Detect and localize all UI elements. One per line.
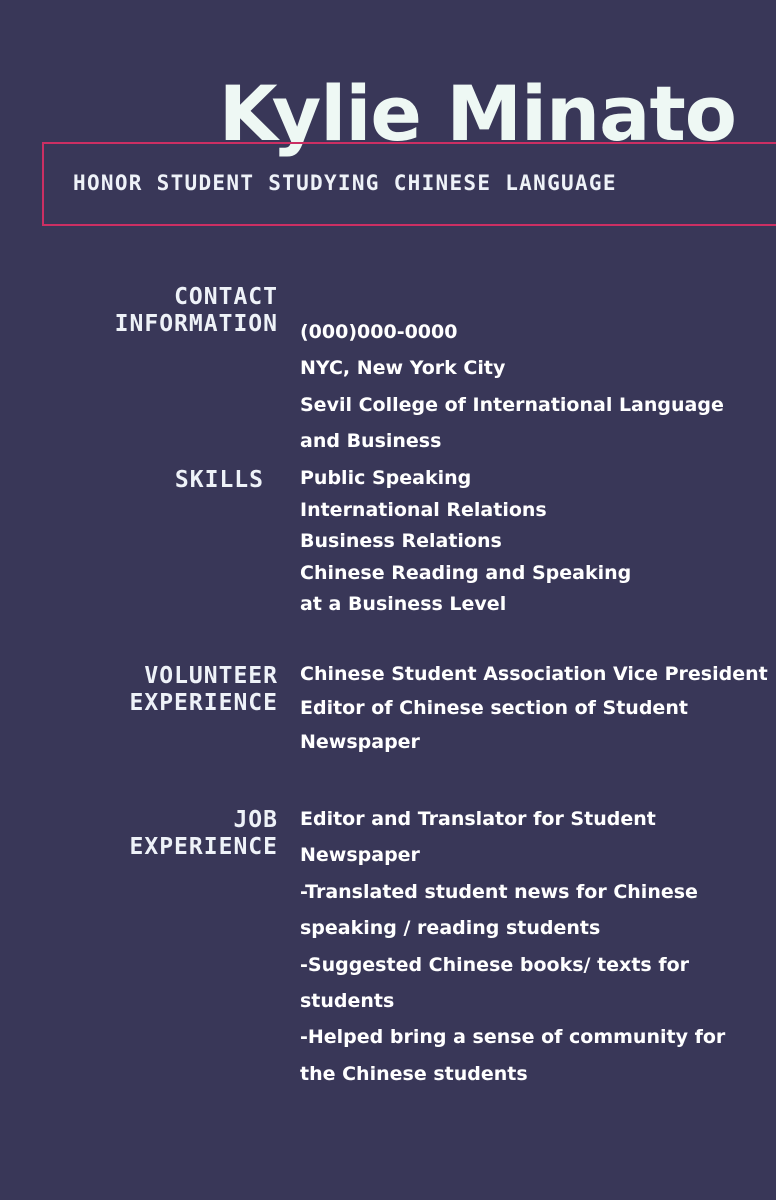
volunteer-item: Chinese Student Association Vice President: [300, 663, 768, 685]
tagline: HONOR STUDENT STUDYING CHINESE LANGUAGE: [73, 171, 617, 195]
skills-list: [300, 463, 631, 621]
skill-item: International Relations: [300, 498, 547, 521]
volunteer-item: Newspaper: [300, 731, 420, 754]
volunteer-item: Editor of Chinese section of Student: [300, 697, 688, 720]
skill-item: at a Business Level: [300, 593, 507, 616]
section-label-job: [130, 807, 278, 861]
section-label-line: EXPERIENCE: [129, 834, 278, 860]
resume-name: Kylie Minato: [218, 69, 736, 158]
job-item: -Translated student news for Chinese: [300, 880, 698, 903]
job-item: -Helped bring a sense of community for: [300, 1026, 726, 1049]
contact-location: NYC, New York City: [300, 357, 506, 380]
contact-phone: (000)000-0000: [300, 321, 458, 343]
volunteer-list: [300, 657, 768, 760]
job-item: the Chinese students: [300, 1062, 528, 1085]
section-label-contact: [115, 284, 278, 338]
job-list: [300, 801, 725, 1092]
skill-item: Chinese Reading and Speaking: [300, 561, 632, 584]
skill-item: Business Relations: [300, 530, 502, 553]
contact-school: Sevil College of International Language: [300, 393, 724, 416]
section-label-skills: [175, 467, 264, 494]
job-item: speaking / reading students: [300, 917, 601, 940]
section-label-line: INFORMATION: [114, 311, 278, 337]
section-label-line: CONTACT: [174, 284, 278, 310]
job-item: students: [300, 990, 395, 1013]
section-label-line: EXPERIENCE: [129, 690, 278, 716]
contact-list: [300, 314, 724, 460]
section-label-line: SKILLS: [174, 467, 264, 493]
job-item: -Suggested Chinese books/ texts for: [300, 953, 690, 976]
section-label-line: JOB: [233, 807, 278, 833]
job-item: Editor and Translator for Student: [300, 808, 656, 830]
section-label-line: VOLUNTEER: [144, 663, 278, 689]
skill-item: Public Speaking: [300, 467, 472, 489]
contact-school-cont: and Business: [300, 430, 442, 453]
job-item: Newspaper: [300, 844, 420, 867]
section-label-volunteer: [130, 663, 278, 717]
